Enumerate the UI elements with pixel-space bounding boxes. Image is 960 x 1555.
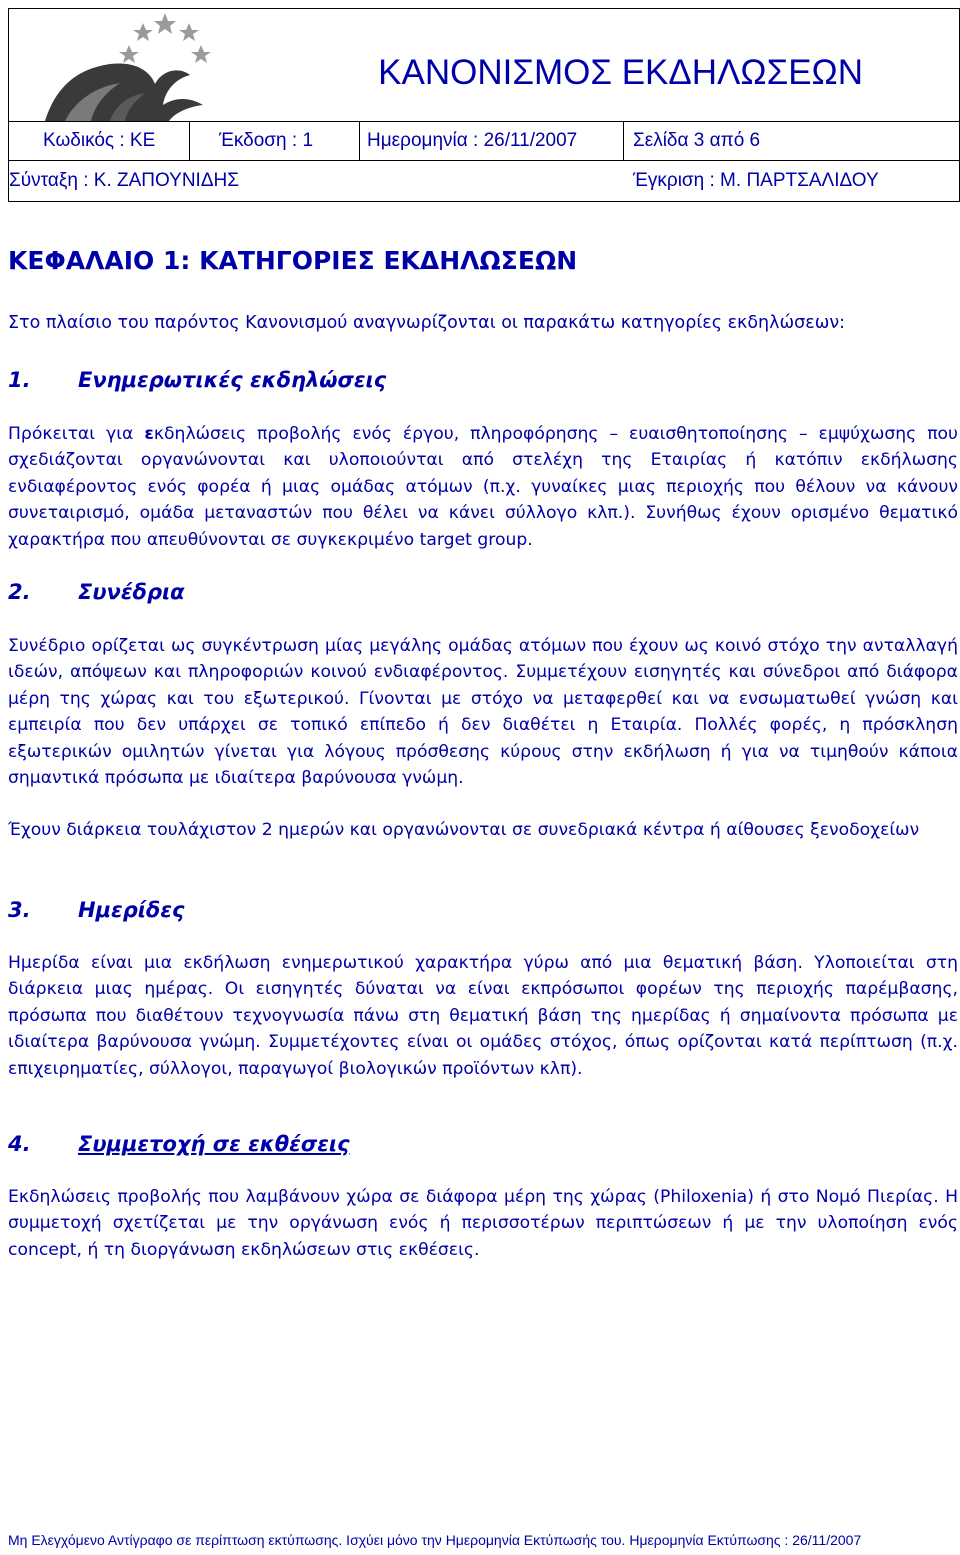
- divider: [189, 122, 190, 160]
- section-number: 2.: [8, 580, 31, 604]
- section-paragraph: [8, 421, 958, 553]
- chapter-intro: Στο πλαίσιο του παρόντος Κανονισμού αναγνωρίζονται οι παρακάτω κατηγορίες εκδηλώσεων:: [8, 313, 846, 333]
- section-paragraph: Συνέδριο ορίζεται ως συγκέντρωση μίας μεγάλης ομάδας ατόμων που έχουν ως κοινό στόχο την ανταλλαγή ιδεών, απόψεων και πληροφοριών κοινού ενδιαφέροντος. Συμμετέχουν εισηγητές και σύνεδροι από διάφορα μέρη της χώρας και του εξωτερικού. Γίνονται με στόχο να μεταφερθεί και να ενσωματωθεί γνώση και εμπειρία που δεν υπάρχει σε τοπικό επίπεδο ή δεν διαθέτει η Εταιρία. Πολλές φορές, η πρόσκληση εξωτερικών ομιλητών γίνεται για λόγους πρόσθεσης κύρους στην εκδήλωση ή για να τιμηθούν κάποια σημαντικά πρόσωπα με ιδιαίτερα βαρύνουσα γνώμη.: [8, 636, 958, 789]
- section-heading: [8, 580, 185, 604]
- document-code: Κωδικός : ΚΕ: [43, 130, 156, 151]
- section-paragraph: Έχουν διάρκεια τουλάχιστον 2 ημερών και οργανώνονται σε συνεδριακά κέντρα ή αίθουσες ξενοδοχείων: [8, 820, 920, 840]
- document-author: Σύνταξη : Κ. ΖΑΠΟΥΝΙΔΗΣ: [9, 170, 239, 191]
- document-title: ΚΑΝΟΝΙΣΜΟΣ ΕΚΔΗΛΩΣΕΩΝ: [378, 53, 863, 92]
- stars-and-figure-logo-icon: [15, 9, 255, 121]
- document-header-table: [8, 8, 960, 202]
- section-number: 3.: [8, 898, 31, 922]
- section-number: 4.: [8, 1132, 31, 1156]
- divider: [623, 122, 624, 160]
- header-meta-row: [9, 122, 959, 161]
- document-edition: Έκδοση : 1: [219, 130, 314, 151]
- paragraph-bold-text: ε: [144, 424, 154, 444]
- document-date: Ημερομηνία : 26/11/2007: [367, 130, 578, 151]
- header-title-row: [9, 9, 959, 122]
- section-title: Συμμετοχή σε εκθέσεις: [78, 1132, 350, 1156]
- section-paragraph: Ημερίδα είναι μια εκδήλωση ενημερωτικού χαρακτήρα γύρω από μια θεματική βάση. Υλοποιείται στη διάρκεια μιας ημέρας. Οι εισηγητές δύναται να είναι εκπρόσωποι φορέων της περιοχής παρέμβασης, πρόσωπα που διαθέτουν τεχνογνωσία πάνω στη θεματική βάση της ημερίδας ή σημαίνοντα πρόσωπα με ιδιαίτερα βαρύνουσα γνώμη. Συμμετέχοντες είναι οι ομάδες στόχος, όπως ορίζονται κατά περίπτωση (π.χ. επιχειρηματίες, σύλλογοι, παραγωγοί βιολογικών προϊόντων κλπ).: [8, 953, 958, 1079]
- page-number: Σελίδα 3 από 6: [633, 130, 761, 151]
- divider: [359, 122, 360, 160]
- section-title: Ημερίδες: [78, 898, 185, 922]
- header-author-row: [9, 161, 959, 201]
- document-approval: Έγκριση : Μ. ΠΑΡΤΣΑΛΙΔΟΥ: [633, 170, 879, 191]
- section-title: Συνέδρια: [78, 580, 185, 604]
- chapter-heading: ΚΕΦΑΛΑΙΟ 1: ΚΑΤΗΓΟΡΙΕΣ ΕΚΔΗΛΩΣΕΩΝ: [8, 246, 578, 275]
- section-title: Ενημερωτικές εκδηλώσεις: [78, 368, 387, 392]
- paragraph-text: κδηλώσεις προβολής ενός έργου, πληροφόρησης – ευαισθητοποίησης – εμψύχωσης που σχεδιάζονται οργανώνονται και υλοποιούνται από στελέχη της Εταιρίας ή κατόπιν εκδήλωσης ενδιαφέροντος ενός φορέα ή μιας ομάδας ατόμων (π.χ. γυναίκες μιας περιοχής που θέλουν να κάνουν συνεταιρισμό, ομάδα μεταναστών που θέλει να κάνει σύλλογο κλπ.). Συνήθως έχουν ορισμένο θεματικό χαρακτήρα που απευθύνονται σε συγκεκριμένο target group.: [8, 424, 959, 550]
- section-paragraph: Εκδηλώσεις προβολής που λαμβάνουν χώρα σε διάφορα μέρη της χώρας (Philoxenia) ή στο Νομό Πιερίας. Η συμμετοχή σχετίζεται με την οργάνωση ενός ή περισσοτέρων περιπτώσεων ή με την υλοποίηση ενός concept, ή τη διοργάνωση εκδηλώσεων στις εκθέσεις.: [8, 1187, 958, 1260]
- section-heading: [8, 368, 386, 392]
- section-heading: [8, 1132, 350, 1156]
- section-heading: [8, 898, 185, 922]
- print-footer: Μη Ελεγχόμενο Αντίγραφο σε περίπτωση εκτύπωσης. Ισχύει μόνο την Ημερομηνία Εκτύπωσής του. Ημερομηνία Εκτύπωσης : 26/11/2007: [8, 1532, 862, 1548]
- section-number: 1.: [8, 368, 31, 392]
- paragraph-text: Πρόκειται για: [8, 424, 145, 444]
